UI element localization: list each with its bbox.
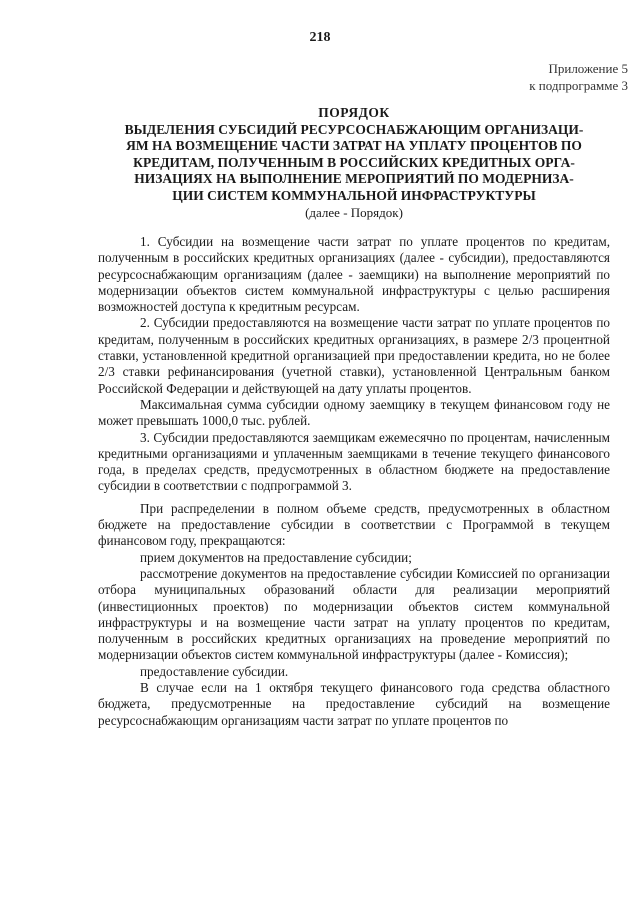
title-line: ВЫДЕЛЕНИЯ СУБСИДИЙ РЕСУРСОСНАБЖАЮЩИМ ОРГАНИЗАЦИ- — [124, 121, 584, 137]
appendix-line: к подпрограмме 3 — [529, 78, 628, 93]
paragraph: 2. Субсидии предоставляются на возмещение части затрат по уплате процентов по кредитам, полученным в российских кредитных организациях, в размере 2/3 процентной ставки, установленной кредитной организацией при предоставлении кредита, но не более 2/3 ставки рефинансирования (учетной ставки), установленной Центральным банком Российской Федерации и действующей на дату уплаты процентов. — [98, 315, 610, 396]
title-line: ЯМ НА ВОЗМЕЩЕНИЕ ЧАСТИ ЗАТРАТ НА УПЛАТУ ПРОЦЕНТОВ ПО — [126, 138, 582, 153]
document-subtitle: (далее - Порядок) — [305, 205, 403, 220]
paragraph: В случае если на 1 октября текущего финансового года средства областного бюджета, предусмотренные на предоставление субсидий на возмещение ресурсоснабжающим организациям части затрат по уплате процентов по — [98, 680, 610, 728]
paragraph: При распределении в полном объеме средств, предусмотренных в областном бюджете на предоставление субсидии в соответствии с Программой в текущем финансовом году, прекращаются: — [98, 500, 610, 549]
paragraph: 3. Субсидии предоставляются заемщикам ежемесячно по процентам, начисленным кредитными организациями и уплаченным заемщиками в течение текущего финансового года, в пределах средств, предусмотренных в областном бюджете на предоставление субсидии в соответствии с подпрограммой 3. — [98, 429, 610, 494]
paragraph: 1. Субсидии на возмещение части затрат по уплате процентов по кредитам, полученным в российских кредитных организациях (далее - субсидии), предоставляются ресурсоснабжающим организациям (далее - заемщики) на выполнение мероприятий по модернизации объектов систем коммунальной инфраструктуры с целью расширения возможностей доступа к кредитным ресурсам. — [98, 234, 610, 315]
page-number: 218 — [309, 30, 331, 45]
paragraph: предоставление субсидии. — [140, 663, 289, 679]
paragraph: прием документов на предоставление субсидии; — [140, 549, 412, 565]
appendix-line: Приложение 5 — [548, 61, 628, 76]
title-line: КРЕДИТАМ, ПОЛУЧЕННЫМ В РОССИЙСКИХ КРЕДИТНЫХ ОРГА- — [133, 154, 575, 170]
document-title — [98, 105, 610, 204]
paragraph: Максимальная сумма субсидии одному заемщику в текущем финансовом году не может превышать 1000,0 тыс. рублей. — [98, 396, 610, 429]
title-heading: ПОРЯДОК — [318, 105, 390, 120]
title-line: ЦИИ СИСТЕМ КОММУНАЛЬНОЙ ИНФРАСТРУКТУРЫ — [172, 187, 536, 203]
paragraph: рассмотрение документов на предоставление субсидии Комиссией по организации отбора муниципальных образований области для реализации мероприятий (инвестиционных проектов) по модернизации объектов систем коммунальной инфраструктуры и на возмещение части затрат на уплату процентов по кредитам, полученным в российских кредитных организациях на проведение мероприятий по модернизации объектов систем коммунальной инфраструктуры (далее - Комиссия); — [98, 565, 610, 663]
document-body — [98, 234, 610, 729]
title-line: НИЗАЦИЯХ НА ВЫПОЛНЕНИЕ МЕРОПРИЯТИЙ ПО МОДЕРНИЗА- — [134, 171, 574, 186]
appendix-label — [529, 60, 628, 94]
